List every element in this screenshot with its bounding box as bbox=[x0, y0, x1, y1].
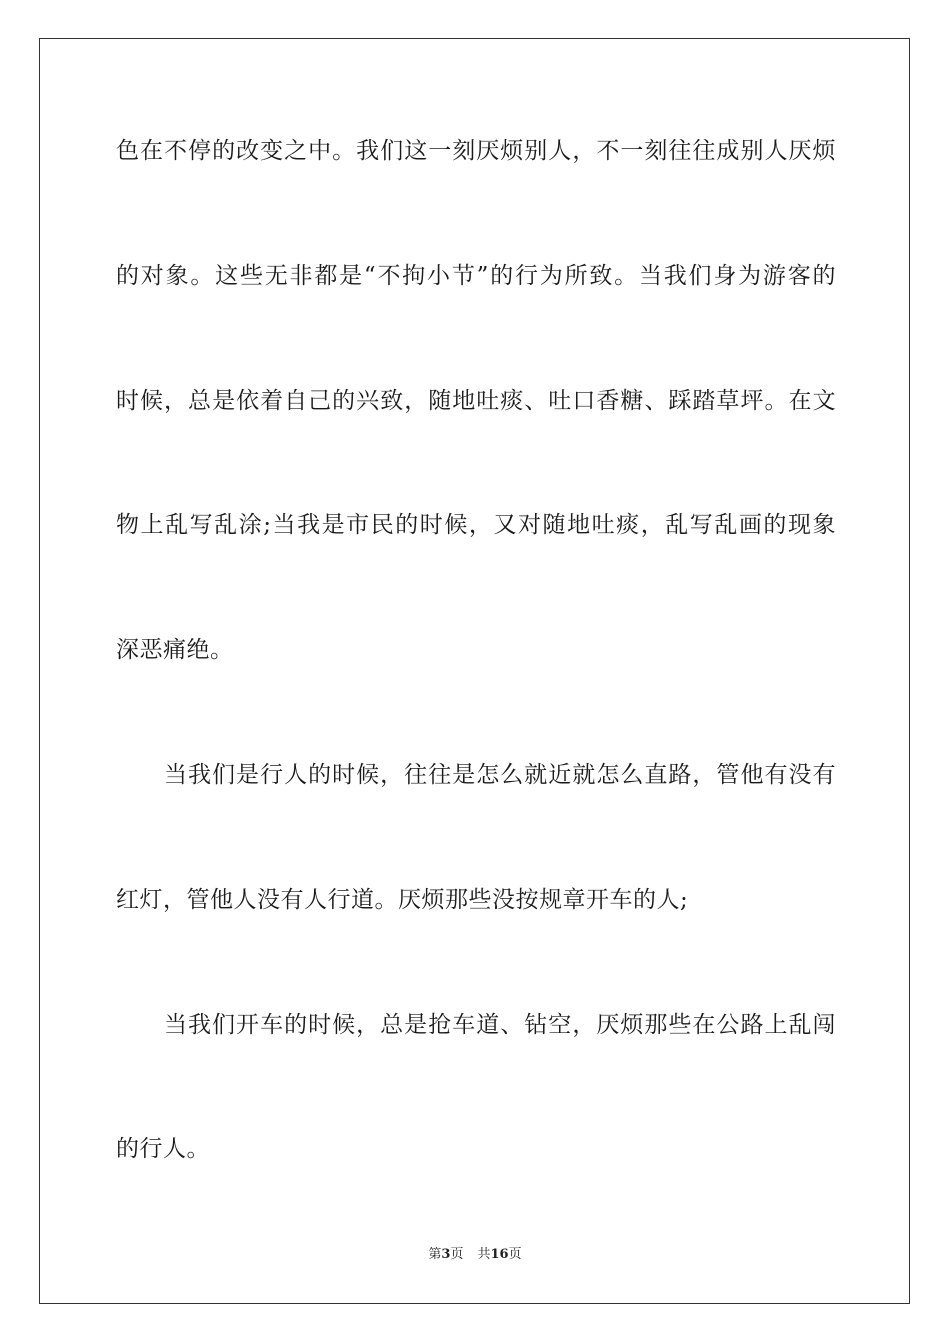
total-label-prefix: 共 bbox=[477, 1247, 491, 1262]
total-pages: 16 bbox=[490, 1247, 509, 1262]
body-text-line: 的对象。这些无非都是“不拘小节”的行为所致。当我们身为游客的 bbox=[116, 263, 836, 289]
body-text-line: 色在不停的改变之中。我们这一刻厌烦别人，不一刻往往成别人厌烦 bbox=[116, 138, 836, 164]
page-label-suffix: 页 bbox=[450, 1247, 464, 1262]
body-text-line: 深恶痛绝。 bbox=[116, 637, 234, 663]
body-text-line: 物上乱写乱涂;当我是市民的时候，又对随地吐痰，乱写乱画的现象 bbox=[116, 512, 836, 538]
body-text-line: 时候，总是依着自己的兴致，随地吐痰、吐口香糖、踩踏草坪。在文 bbox=[116, 388, 836, 414]
total-label-suffix: 页 bbox=[508, 1247, 522, 1262]
paragraph-first-line: 当我们是行人的时候，往往是怎么就近就怎么直路，管他有没有 bbox=[164, 762, 836, 788]
body-text-line: 红灯，管他人没有人行道。厌烦那些没按规章开车的人; bbox=[116, 887, 689, 913]
body-text-line: 的行人。 bbox=[116, 1136, 210, 1162]
page-number: 3 bbox=[441, 1247, 451, 1262]
page-footer bbox=[0, 1246, 950, 1264]
page-label-prefix: 第 bbox=[428, 1247, 442, 1262]
page-border bbox=[39, 38, 910, 1304]
paragraph-first-line: 当我们开车的时候，总是抢车道、钻空，厌烦那些在公路上乱闯 bbox=[164, 1012, 836, 1038]
